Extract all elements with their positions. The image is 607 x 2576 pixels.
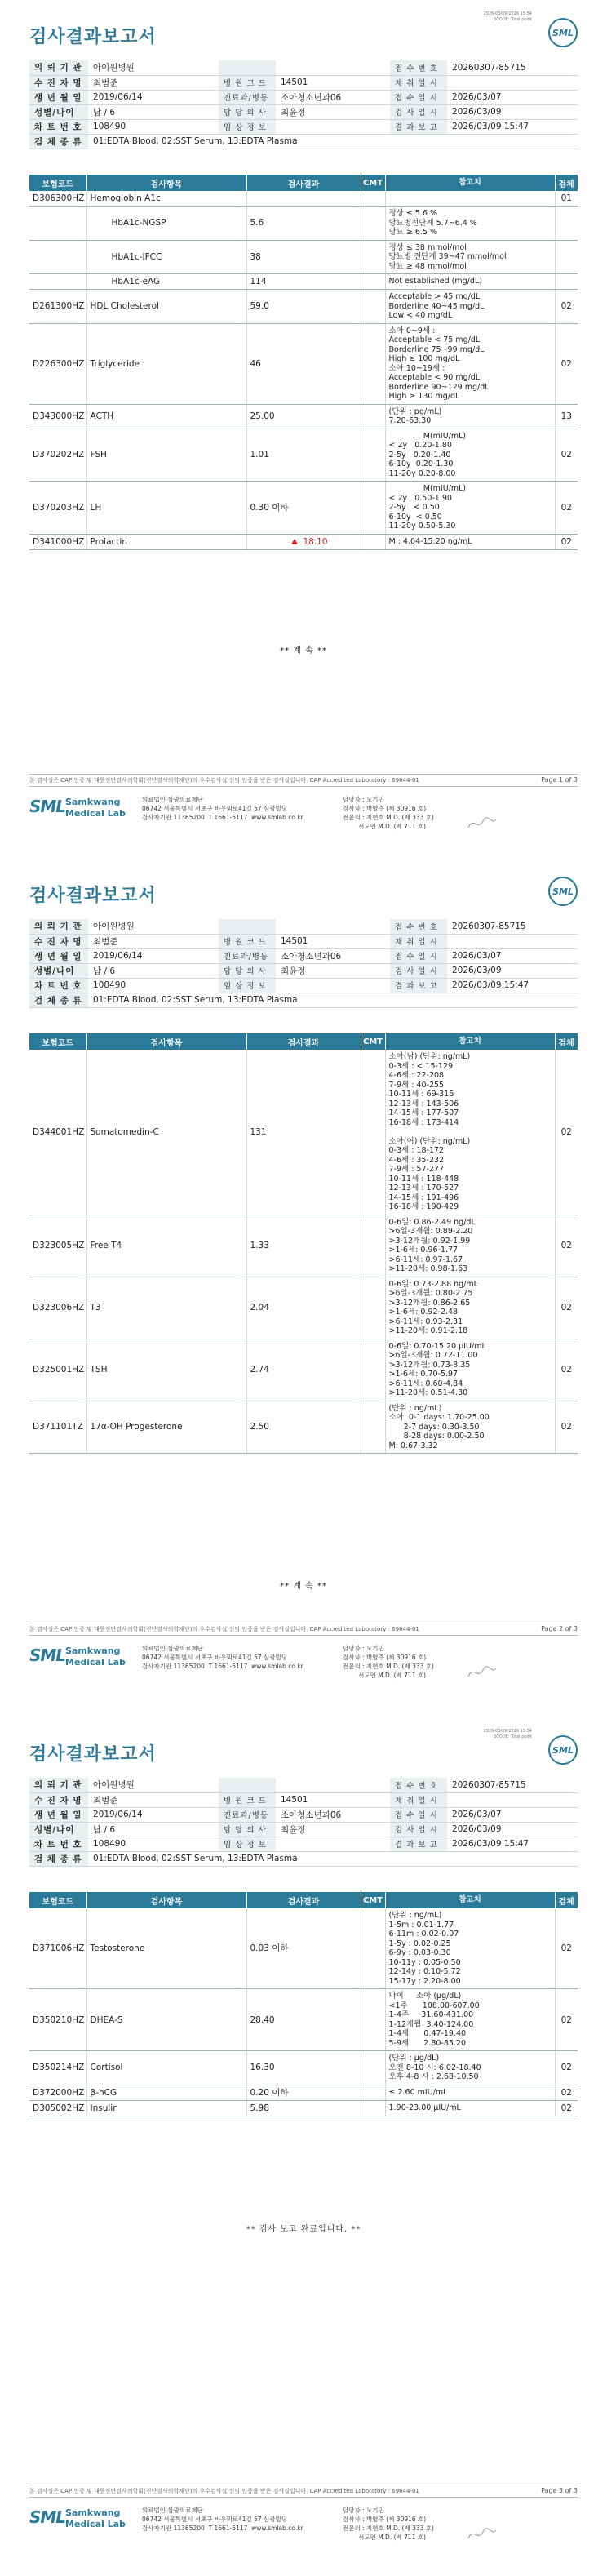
test-result: 46 xyxy=(246,323,361,404)
specimen-code: 02 xyxy=(555,1339,578,1401)
test-result: 1.01 xyxy=(246,429,361,482)
test-item: HDL Cholesterol xyxy=(86,290,246,324)
reference-range: 소아(남) (단위: ng/mL) 0-3세 : < 15-129 4-6세 : 22-208 7-9세 : 40-255 10-11세 : 69-316 12-13세 : 143-506 14-15세 : 177-507 16-18세 : 173-414 소아(여) (단위: ng/mL) 0-3세 : 18-172 4-6세 : 35-232 7-9세 : 57-277 10-11세 : 118-448 12-13세 : 170-527 14-15세 : 191-496 16-18세 : 190-429 xyxy=(385,1050,555,1215)
insurance-code: D371006HZ xyxy=(29,1908,86,1989)
test-item: Testosterone xyxy=(86,1908,246,1989)
sml-logo-icon: SML xyxy=(548,877,578,906)
result-row xyxy=(29,2085,578,2100)
reference-range: M(mIU/mL) < 2y 0.20-1.80 2-5y 0.20-1.40 6-10y 0.20-1.30 11-20y 0.20-8.00 xyxy=(385,429,555,482)
page-number: Page 2 of 3 xyxy=(541,1625,578,1632)
specimen-code: 02 xyxy=(555,1215,578,1277)
reference-range: 0-6일: 0.73-2.88 ng/mL >6일-3개월: 0.80-2.75 >3-12개월: 0.86-2.65 >1-6세: 0.92-2.48 >6-11세: 0.93-2.31 >11-20세: 0.91-2.18 xyxy=(385,1277,555,1339)
insurance-code: D370202HZ xyxy=(29,429,86,482)
reference-range xyxy=(385,191,555,207)
footer-note: 본 검사실은 CAP 인증 및 대한진단검사의학회(진단검사의학재단)의 우수검사실 신임 인증을 받은 검사실입니다. CAP Accredited Laboratory : 69644-01 xyxy=(29,1626,419,1632)
test-result: 2.74 xyxy=(246,1339,361,1401)
test-result: 0.03 이하 xyxy=(246,1908,361,1989)
result-row xyxy=(29,274,578,290)
result-row xyxy=(29,240,578,274)
comment xyxy=(361,1339,385,1401)
test-result: 5.98 xyxy=(246,2100,361,2116)
specimen-code: 02 xyxy=(555,290,578,324)
result-value: 18.10 xyxy=(303,536,328,547)
page-number: Page 1 of 3 xyxy=(541,776,578,784)
specimen-code xyxy=(555,240,578,274)
results-table: 보험코드 검사항목 검사결과 CMT 참고치 검체 D371006HZ Testosterone 0.03 이하 (단위 : ng/mL) 1-5m : 0.01-1.77 6-11m : 0.02-0.07 1-5y : 0.02-0.25 6-9y : 0.03-0.30 10-11y : 0.05-0.50 12-14y : 0.10-5.72 15-17y : 2.20-8.00 02 D350210HZ DHEA-S 28.40 나이 소아 (μg/dL) <1주 108.00-607.00 1-4주 31.60-431.00 1-12개월 3.40-124.00 1-4세 0.47-19.40 5-9세 2.80-85.20 02 D350214HZ Cortisol 16.30 (단위 : μg/dL) 오전 8-10 시: 6.02-18.40 오후 4-8 시 : 2.68-10.50 02 D372000HZ β-hCG 0.20 이하 ≤ 2.60 mIU/mL 02 D305002HZ Insulin 5.98 1.90-23.00 μIU/mL 02 xyxy=(29,1892,578,2116)
comment xyxy=(361,323,385,404)
test-item: Prolactin xyxy=(86,534,246,549)
results-table: 보험코드 검사항목 검사결과 CMT 참고치 검체 D306300HZ Hemoglobin A1c 01 HbA1c-NGSP 5.6 정상 ≤ 5.6 % 당뇨병전단계 5.7~6.4 % 당뇨 ≥ 6.5 % HbA1c-IFCC 38 정상 ≤ 38 mmol/mol 당뇨병 전단계 39~47 mmol/mol 당뇨 ≥ 48 mmol/mol HbA1c-eAG 114 Not established (mg/dL) D261300HZ HDL Cholesterol 59.0 Acceptable > 45 mg/dL Borderline 40~45 mg/dL Low < 40 mg/dL 02 D226300HZ Triglyceride 46 소아 0~9세 : Acceptable < 75 mg/dL Borderline 75~99 mg/dL High ≥ 100 mg/dL 소아 10~19세 : Acceptable < 90 mg/dL Borderline 90~129 mg/dL High ≥ 130 mg/dL 02 D343000HZ ACTH 25.00 (단위 : pg/mL) 7.20-63.30 13 D370202HZ FSH 1.01 M(mIU/mL) < 2y 0.20-1.80 2-5y 0.20-1.40 6-10y 0.20-1.30 11-20y 0.20-8.00 02 D370203HZ LH 0.30 이하 M(mIU/mL) < 2y 0.50-1.90 2-5y < 0.50 6-10y < 0.50 11-20y 0.50-5.30 02 D341000HZ Prolactin 18.10 M : 4.04-15.20 ng/mL 02 xyxy=(29,175,578,550)
specimen-code: 02 xyxy=(555,1401,578,1454)
comment xyxy=(361,1277,385,1339)
result-row xyxy=(29,1050,578,1215)
specimen-code: 02 xyxy=(555,429,578,482)
signature-icon xyxy=(465,813,498,833)
print-info: 2026-03/09/2026 15:54 SCODE: Total point xyxy=(483,1729,532,1739)
test-item: ACTH xyxy=(86,404,246,429)
insurance-code: D305002HZ xyxy=(29,2100,86,2116)
specimen-code: 02 xyxy=(555,1989,578,2051)
specimen-code: 02 xyxy=(555,1277,578,1339)
specimen-code xyxy=(555,207,578,241)
comment xyxy=(361,1050,385,1215)
test-item: LH xyxy=(86,482,246,535)
sml-mark-icon: SML xyxy=(29,797,66,816)
reference-range: 1.90-23.00 μIU/mL xyxy=(385,2100,555,2116)
insurance-code: D343000HZ xyxy=(29,404,86,429)
test-result: 5.6 xyxy=(246,207,361,241)
report-page-2 xyxy=(0,859,607,1717)
report-complete-note: ** 검사 보고 완료입니다. ** xyxy=(246,2225,361,2234)
result-row xyxy=(29,1277,578,1339)
report-title: 검사결과보고서 xyxy=(29,1744,157,1765)
comment xyxy=(361,2085,385,2100)
result-row xyxy=(29,207,578,241)
insurance-code: D306300HZ xyxy=(29,191,86,207)
specimen-code: 02 xyxy=(555,2085,578,2100)
sml-logo-icon: SML xyxy=(548,1735,578,1765)
comment xyxy=(361,2051,385,2085)
result-row xyxy=(29,482,578,535)
samkwang-logo: SML Samkwang Medical Lab xyxy=(29,1646,126,1668)
specimen-code: 02 xyxy=(555,323,578,404)
reference-range: ≤ 2.60 mIU/mL xyxy=(385,2085,555,2100)
test-item: HbA1c-NGSP xyxy=(86,207,246,241)
comment xyxy=(361,240,385,274)
specimen-code: 02 xyxy=(555,1050,578,1215)
result-row xyxy=(29,290,578,324)
reference-range: 정상 ≤ 5.6 % 당뇨병전단계 5.7~6.4 % 당뇨 ≥ 6.5 % xyxy=(385,207,555,241)
samkwang-logo: SML Samkwang Medical Lab xyxy=(29,797,126,819)
test-item: T3 xyxy=(86,1277,246,1339)
staff-info: 담당자 : 노기민 검사자 : 박명주 (제 30916 호) 전문의 : 지연호 M.D. (제 333 호) 서도연 M.D. (제 711 호) xyxy=(343,2507,434,2541)
test-result: 2.50 xyxy=(246,1401,361,1454)
report-title: 검사결과보고서 xyxy=(29,27,157,47)
high-flag-icon xyxy=(291,539,298,544)
specimen-code: 02 xyxy=(555,1908,578,1989)
staff-info: 담당자 : 노기민 검사자 : 박명주 (제 30916 호) 전문의 : 지연호 M.D. (제 333 호) 서도연 M.D. (제 711 호) xyxy=(343,1645,434,1679)
test-item: FSH xyxy=(86,429,246,482)
insurance-code: D323005HZ xyxy=(29,1215,86,1277)
test-item: Insulin xyxy=(86,2100,246,2116)
result-row xyxy=(29,2100,578,2116)
signature-icon xyxy=(465,1662,498,1681)
insurance-code: D341000HZ xyxy=(29,534,86,549)
reference-range: M : 4.04-15.20 ng/mL xyxy=(385,534,555,549)
comment xyxy=(361,191,385,207)
reference-range: 정상 ≤ 38 mmol/mol 당뇨병 전단계 39~47 mmol/mol 당뇨 ≥ 48 mmol/mol xyxy=(385,240,555,274)
print-info: 2026-03/09/2026 15:54 SCODE: Total point xyxy=(483,11,532,22)
reference-range: (단위 : μg/dL) 오전 8-10 시: 6.02-18.40 오후 4-8 시 : 2.68-10.50 xyxy=(385,2051,555,2085)
specimen-code xyxy=(555,274,578,290)
page-number: Page 3 of 3 xyxy=(541,2487,578,2494)
test-item: Triglyceride xyxy=(86,323,246,404)
comment xyxy=(361,274,385,290)
test-item: 17α-OH Progesterone xyxy=(86,1401,246,1454)
sml-logo-icon: SML xyxy=(548,18,578,47)
test-result: 25.00 xyxy=(246,404,361,429)
test-result: 59.0 xyxy=(246,290,361,324)
comment xyxy=(361,1401,385,1454)
test-result xyxy=(246,534,361,549)
comment xyxy=(361,1989,385,2051)
insurance-code: D350210HZ xyxy=(29,1989,86,2051)
test-result: 16.30 xyxy=(246,2051,361,2085)
reference-range: 0-6일: 0.86-2.49 ng/dL >6일-3개월: 0.89-2.20 >3-12개월: 0.92-1.99 >1-6세: 0.96-1.77 >6-11세: 0.97-1.67 >11-20세: 0.98-1.63 xyxy=(385,1215,555,1277)
insurance-code: D371101TZ xyxy=(29,1401,86,1454)
test-result: 0.30 이하 xyxy=(246,482,361,535)
comment xyxy=(361,429,385,482)
comment xyxy=(361,207,385,241)
comment xyxy=(361,534,385,549)
specimen-code: 02 xyxy=(555,534,578,549)
sml-mark-icon: SML xyxy=(29,1646,66,1665)
sml-mark-icon: SML xyxy=(29,2507,66,2527)
reference-range: 0-6일: 0.70-15.20 μIU/mL >6일-3개월: 0.72-11.00 >3-12개월: 0.73-8.35 >1-6세: 0.70-5.97 >6-11세: 0.60-4.84 >11-20세: 0.51-4.30 xyxy=(385,1339,555,1401)
results-table: 보험코드 검사항목 검사결과 CMT 참고치 검체 D344001HZ Somatomedin-C 131 소아(남) (단위: ng/mL) 0-3세 : < 15-129 4-6세 : 22-208 7-9세 : 40-255 10-11세 : 69-316 12-13세 : 143-506 14-15세 : 177-507 16-18세 : 173-414 소아(여) (단위: ng/mL) 0-3세 : 18-172 4-6세 : 35-232 7-9세 : 57-277 10-11세 : 118-448 12-13세 : 170-527 14-15세 : 191-496 16-18세 : 190-429 02 D323005HZ Free T4 1.33 0-6일: 0.86-2.49 ng/dL >6일-3개월: 0.89-2.20 >3-12개월: 0.92-1.99 >1-6세: 0.96-1.77 >6-11세: 0.97-1.67 >11-20세: 0.98-1.63 02 D323006HZ T3 2.04 0-6일: 0.73-2.88 ng/mL >6일-3개월: 0.80-2.75 >3-12개월: 0.86-2.65 >1-6세: 0.92-2.48 >6-11세: 0.93-2.31 >11-20세: 0.91-2.18 02 D325001HZ TSH 2.74 0-6일: 0.70-15.20 μIU/mL >6일-3개월: 0.72-11.00 >3-12개월: 0.73-8.35 >1-6세: 0.70-5.97 >6-11세: 0.60-4.84 >11-20세: 0.51-4.30 02 D371101TZ 17α-OH Progesterone 2.50 (단위 : ng/mL) 소아 0-1 days: 1.70-25.00 2-7 days: 0.30-3.50 8-28 days: 0.00-2.50 M: 0.67-3.32 02 xyxy=(29,1033,578,1454)
result-row xyxy=(29,1339,578,1401)
result-row xyxy=(29,191,578,207)
reference-range: Not established (mg/dL) xyxy=(385,274,555,290)
test-result: 38 xyxy=(246,240,361,274)
test-item: HbA1c-IFCC xyxy=(86,240,246,274)
comment xyxy=(361,1215,385,1277)
reference-range: 나이 소아 (μg/dL) <1주 108.00-607.00 1-4주 31.60-431.00 1-12개월 3.40-124.00 1-4세 0.47-19.40 5-9세 2.80-85.20 xyxy=(385,1989,555,2051)
test-result: 131 xyxy=(246,1050,361,1215)
reference-range: (단위 : ng/mL) 소아 0-1 days: 1.70-25.00 2-7 days: 0.30-3.50 8-28 days: 0.00-2.50 M: 0.67-3.32 xyxy=(385,1401,555,1454)
footer-note: 본 검사실은 CAP 인증 및 대한진단검사의학회(진단검사의학재단)의 우수검사실 신임 인증을 받은 검사실입니다. CAP Accredited Laboratory : 69644-01 xyxy=(29,777,419,784)
reference-range: Acceptable > 45 mg/dL Borderline 40~45 mg/dL Low < 40 mg/dL xyxy=(385,290,555,324)
result-row xyxy=(29,404,578,429)
insurance-code xyxy=(29,240,86,274)
insurance-code: D325001HZ xyxy=(29,1339,86,1401)
org-info: 의료법인 삼광의료재단 06742 서울특별시 서초구 바우뫼로41길 57 삼광빌딩 검사자기관 11365200 T 1661-5117 www.smlab.co.kr xyxy=(142,796,304,821)
insurance-code: D344001HZ xyxy=(29,1050,86,1215)
patient-info-table: 의 뢰 기 관 아이원병원 접 수 번 호 20260307-85715 수 진 자 명 최범준 병 원 코 드 14501 채 취 일 시 생 년 월 일 2019/06/14 진료과/병동 소아청소년과06 접 수 일 시 2026/03/07 성별/나이 남 / 6 담 당 의 사 최윤정 검 사 일 시 2026/03/09 차 트 번 호 108490 임 상 정 보 결 과 보 고 2026/03/09 15:47 검 체 종 류 01:EDTA Blood, 02:SST Serum, 13:EDTA Plasma xyxy=(29,1778,578,1867)
continue-note: ** 계 속 ** xyxy=(280,646,327,655)
insurance-code: D350214HZ xyxy=(29,2051,86,2085)
comment xyxy=(361,290,385,324)
reference-range: (단위 : pg/mL) 7.20-63.30 xyxy=(385,404,555,429)
insurance-code xyxy=(29,207,86,241)
comment xyxy=(361,1908,385,1989)
insurance-code: D261300HZ xyxy=(29,290,86,324)
test-result: 1.33 xyxy=(246,1215,361,1277)
report-page-3 xyxy=(0,1717,607,2576)
test-result xyxy=(246,191,361,207)
result-row xyxy=(29,534,578,549)
result-row xyxy=(29,1989,578,2051)
insurance-code: D226300HZ xyxy=(29,323,86,404)
test-item: β-hCG xyxy=(86,2085,246,2100)
signature-icon xyxy=(465,2524,498,2543)
test-result: 0.20 이하 xyxy=(246,2085,361,2100)
test-item: HbA1c-eAG xyxy=(86,274,246,290)
reference-range: M(mIU/mL) < 2y 0.50-1.90 2-5y < 0.50 6-10y < 0.50 11-20y 0.50-5.30 xyxy=(385,482,555,535)
result-row xyxy=(29,1215,578,1277)
continue-note: ** 계 속 ** xyxy=(280,1582,327,1591)
test-item: Hemoglobin A1c xyxy=(86,191,246,207)
reference-range: (단위 : ng/mL) 1-5m : 0.01-1.77 6-11m : 0.02-0.07 1-5y : 0.02-0.25 6-9y : 0.03-0.30 10-11y : 0.05-0.50 12-14y : 0.10-5.72 15-17y : 2.20-8.00 xyxy=(385,1908,555,1989)
result-row xyxy=(29,1908,578,1989)
test-result: 114 xyxy=(246,274,361,290)
test-result: 28.40 xyxy=(246,1989,361,2051)
specimen-code: 02 xyxy=(555,482,578,535)
test-item: Somatomedin-C xyxy=(86,1050,246,1215)
org-info: 의료법인 삼광의료재단 06742 서울특별시 서초구 바우뫼로41길 57 삼광빌딩 검사자기관 11365200 T 1661-5117 www.smlab.co.kr xyxy=(142,1645,304,1670)
specimen-code: 02 xyxy=(555,2100,578,2116)
comment xyxy=(361,2100,385,2116)
result-row xyxy=(29,429,578,482)
samkwang-logo: SML Samkwang Medical Lab xyxy=(29,2507,126,2529)
report-title: 검사결과보고서 xyxy=(29,886,157,906)
result-row xyxy=(29,323,578,404)
patient-info-table: 의 뢰 기 관 아이원병원 접 수 번 호 20260307-85715 수 진 자 명 최범준 병 원 코 드 14501 채 취 일 시 생 년 월 일 2019/06/14 진료과/병동 소아청소년과06 접 수 일 시 2026/03/07 성별/나이 남 / 6 담 당 의 사 최윤정 검 사 일 시 2026/03/09 차 트 번 호 108490 임 상 정 보 결 과 보 고 2026/03/09 15:47 검 체 종 류 01:EDTA Blood, 02:SST Serum, 13:EDTA Plasma xyxy=(29,919,578,1008)
test-item: Cortisol xyxy=(86,2051,246,2085)
insurance-code: D372000HZ xyxy=(29,2085,86,2100)
test-item: Free T4 xyxy=(86,1215,246,1277)
reference-range: 소아 0~9세 : Acceptable < 75 mg/dL Borderline 75~99 mg/dL High ≥ 100 mg/dL 소아 10~19세 : Acceptable < 90 mg/dL Borderline 90~129 mg/dL High ≥ 130 mg/dL xyxy=(385,323,555,404)
result-row xyxy=(29,2051,578,2085)
insurance-code: D323006HZ xyxy=(29,1277,86,1339)
report-page-1 xyxy=(0,0,607,859)
specimen-code: 02 xyxy=(555,2051,578,2085)
test-item: TSH xyxy=(86,1339,246,1401)
insurance-code xyxy=(29,274,86,290)
test-result: 2.04 xyxy=(246,1277,361,1339)
comment xyxy=(361,482,385,535)
comment xyxy=(361,404,385,429)
org-info: 의료법인 삼광의료재단 06742 서울특별시 서초구 바우뫼로41길 57 삼광빌딩 검사자기관 11365200 T 1661-5117 www.smlab.co.kr xyxy=(142,2507,304,2532)
insurance-code: D370203HZ xyxy=(29,482,86,535)
footer-note: 본 검사실은 CAP 인증 및 대한진단검사의학회(진단검사의학재단)의 우수검사실 신임 인증을 받은 검사실입니다. CAP Accredited Laboratory : 69644-01 xyxy=(29,2488,419,2494)
specimen-code: 01 xyxy=(555,191,578,207)
result-row xyxy=(29,1401,578,1454)
test-item: DHEA-S xyxy=(86,1989,246,2051)
patient-info-table: 의 뢰 기 관 아이원병원 접 수 번 호 20260307-85715 수 진 자 명 최범준 병 원 코 드 14501 채 취 일 시 생 년 월 일 2019/06/14 진료과/병동 소아청소년과06 접 수 일 시 2026/03/07 성별/나이 남 / 6 담 당 의 사 최윤정 검 사 일 시 2026/03/09 차 트 번 호 108490 임 상 정 보 결 과 보 고 2026/03/09 15:47 검 체 종 류 01:EDTA Blood, 02:SST Serum, 13:EDTA Plasma xyxy=(29,60,578,149)
staff-info: 담당자 : 노기민 검사자 : 박명주 (제 30916 호) 전문의 : 지연호 M.D. (제 333 호) 서도연 M.D. (제 711 호) xyxy=(343,796,434,830)
specimen-code: 13 xyxy=(555,404,578,429)
